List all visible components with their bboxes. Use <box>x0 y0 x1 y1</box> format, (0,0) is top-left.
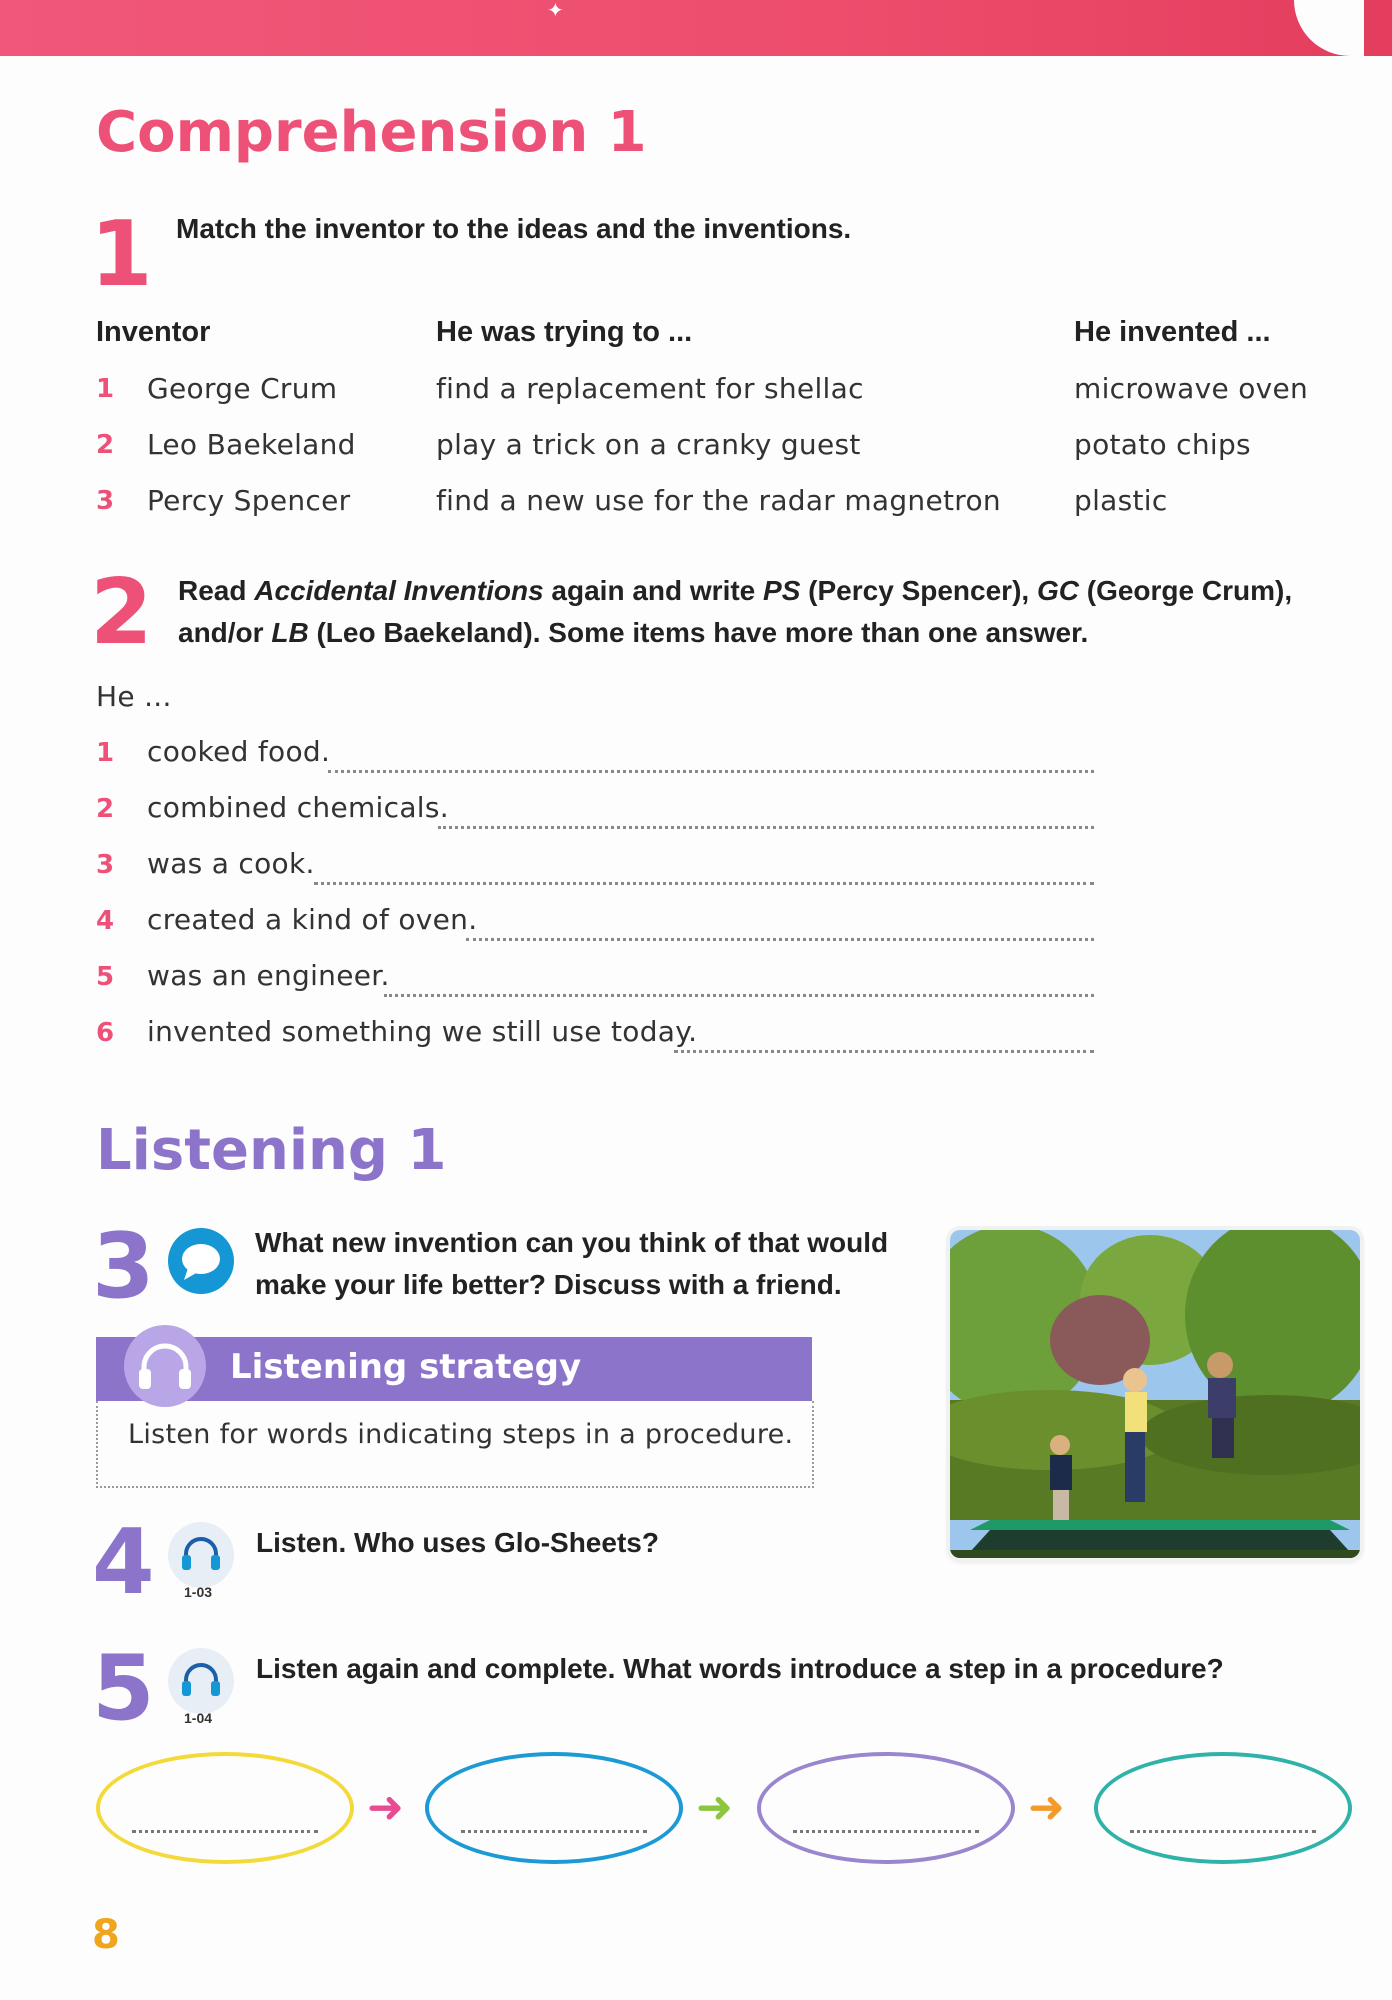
item-6-number: 6 <box>96 1018 115 1048</box>
inventor-1: George Crum <box>147 372 338 405</box>
exercise-5-instruction: Listen again and complete. What words introduce a step in a procedure? <box>256 1653 1224 1684</box>
answer-line-4[interactable] <box>466 938 1094 941</box>
item-2-text: combined chemicals. <box>147 791 449 824</box>
item-6-text: invented something we still use today. <box>147 1015 698 1048</box>
row-1-number: 1 <box>96 374 115 404</box>
answer-line-6[interactable] <box>674 1050 1094 1053</box>
answer-line-3[interactable] <box>314 882 1094 885</box>
trampoline-photo <box>950 1230 1360 1558</box>
invented-3: plastic <box>1074 484 1168 517</box>
exercise-2-instruction-line1: Read Accidental Inventions again and write PS (Percy Spencer), GC (George Crum), <box>178 575 1293 606</box>
exercise-3-number: 3 <box>92 1214 155 1319</box>
page-number: 8 <box>92 1912 120 1958</box>
arrow-icon-2: ➜ <box>696 1782 733 1833</box>
arrow-icon-3: ➜ <box>1028 1782 1065 1833</box>
item-2-number: 2 <box>96 794 115 824</box>
listening-title: Listening 1 <box>96 1118 447 1183</box>
exercise-5-number: 5 <box>92 1636 155 1741</box>
trying-2: play a trick on a cranky guest <box>436 428 861 461</box>
trying-3: find a new use for the radar magnetron <box>436 484 1001 517</box>
item-5-number: 5 <box>96 962 115 992</box>
step-oval-4[interactable] <box>1094 1752 1352 1864</box>
exercise-4-instruction: Listen. Who uses Glo-Sheets? <box>256 1527 659 1558</box>
header-inventor: Inventor <box>96 316 211 348</box>
invented-1: microwave oven <box>1074 372 1309 405</box>
inventor-3: Percy Spencer <box>147 484 351 517</box>
exercise-1-number: 1 <box>90 202 153 307</box>
row-2-number: 2 <box>96 430 115 460</box>
item-5-text: was an engineer. <box>147 959 390 992</box>
exercise-1-instruction: Match the inventor to the ideas and the inventions. <box>176 213 852 244</box>
strategy-title: Listening strategy <box>230 1347 582 1387</box>
exercise-2-number: 2 <box>90 560 153 665</box>
banner-notch <box>1294 0 1364 56</box>
invented-2: potato chips <box>1074 428 1251 461</box>
header-invented: He invented ... <box>1074 316 1271 348</box>
track-code-5: 1-04 <box>184 1710 213 1726</box>
answer-line-5[interactable] <box>384 994 1094 997</box>
comprehension-title: Comprehension 1 <box>96 100 647 165</box>
strategy-text: Listen for words indicating steps in a procedure. <box>128 1419 794 1450</box>
audio-track-icon-4[interactable] <box>168 1522 234 1588</box>
item-3-text: was a cook. <box>147 847 315 880</box>
step-oval-1[interactable] <box>96 1752 354 1864</box>
listening-strategy-box <box>96 1337 812 1487</box>
inventor-2: Leo Baekeland <box>147 428 356 461</box>
exercise-3-line1: What new invention can you think of that would <box>255 1227 889 1258</box>
track-code-4: 1-03 <box>184 1584 213 1600</box>
item-4-number: 4 <box>96 906 115 936</box>
headphones-icon <box>124 1325 206 1407</box>
exercise-4-number: 4 <box>92 1510 155 1615</box>
star-icon: ✦ <box>547 0 564 22</box>
item-1-number: 1 <box>96 738 115 768</box>
trying-1: find a replacement for shellac <box>436 372 864 405</box>
top-banner <box>0 0 1392 56</box>
exercise-2-lead: He ... <box>96 680 172 713</box>
answer-line-2[interactable] <box>438 826 1094 829</box>
speech-bubble-icon <box>166 1226 236 1296</box>
exercise-3-line2: make your life better? Discuss with a friend. <box>255 1269 842 1300</box>
item-1-text: cooked food. <box>147 735 331 768</box>
exercise-2-instruction-line2: and/or LB (Leo Baekeland). Some items have more than one answer. <box>178 617 1089 648</box>
audio-track-icon-5[interactable] <box>168 1648 234 1714</box>
row-3-number: 3 <box>96 486 115 516</box>
arrow-icon-1: ➜ <box>367 1782 404 1833</box>
step-oval-2[interactable] <box>425 1752 683 1864</box>
strategy-body <box>96 1401 814 1488</box>
header-trying: He was trying to ... <box>436 316 693 348</box>
item-4-text: created a kind of oven. <box>147 903 478 936</box>
step-oval-3[interactable] <box>757 1752 1015 1864</box>
item-3-number: 3 <box>96 850 115 880</box>
answer-line-1[interactable] <box>328 770 1094 773</box>
